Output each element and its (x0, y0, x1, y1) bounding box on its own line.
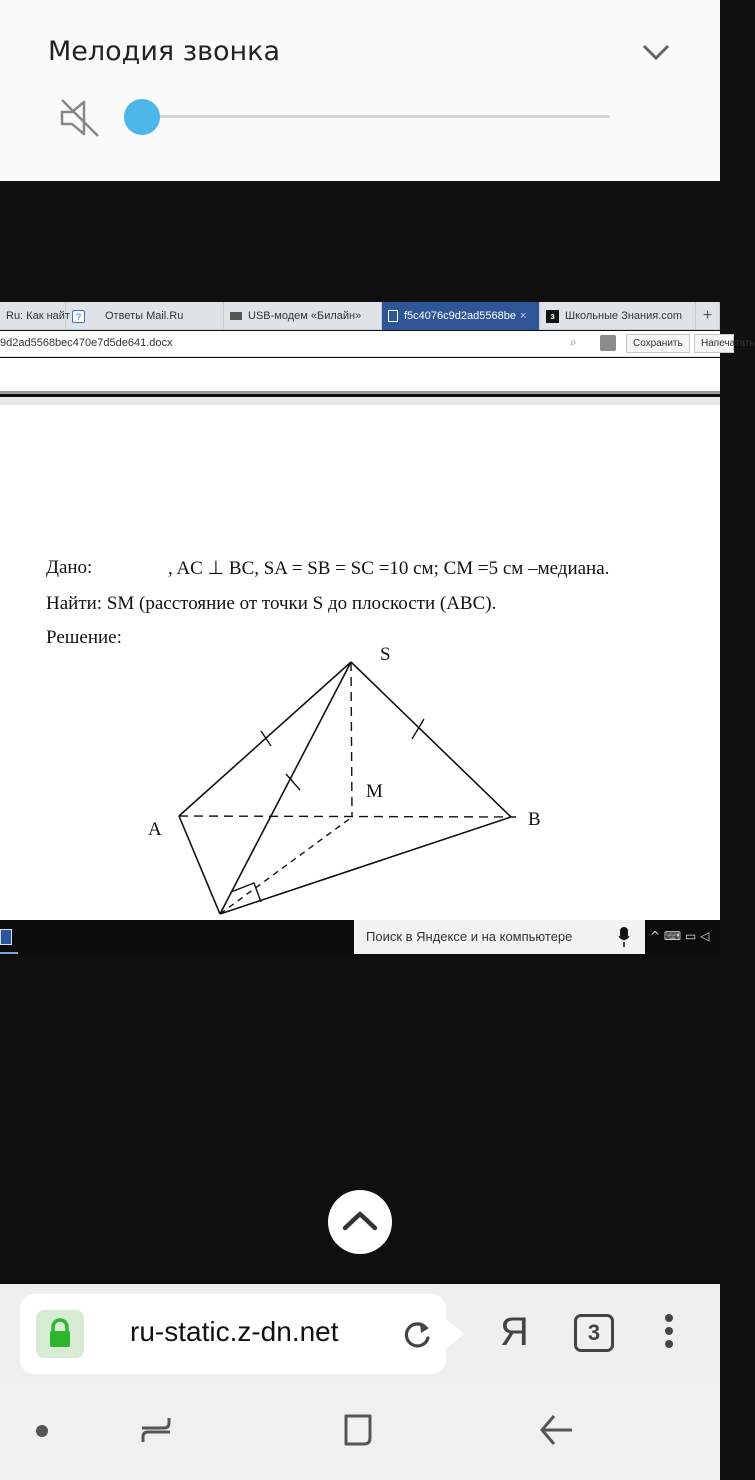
edge-AC (179, 816, 220, 914)
volume-slider-thumb[interactable] (124, 99, 160, 135)
doc-icon (388, 310, 398, 322)
label-A: A (148, 819, 162, 840)
save-button[interactable]: Сохранить (626, 334, 690, 353)
tab-docx[interactable] (382, 302, 540, 330)
znania-icon: з (546, 310, 559, 323)
laptop-icon (230, 312, 242, 320)
dano-text: , AC ⊥ BC, SA = SB = SC =10 см; CM =5 см –медиана. (168, 558, 610, 579)
mobile-browser-bar (0, 1284, 720, 1384)
back-icon[interactable] (536, 1410, 576, 1450)
edge-SA (179, 662, 351, 816)
print-button[interactable]: Напечатать (694, 334, 734, 353)
median-CM-dashed (220, 817, 352, 914)
tab-label: Ru: Как найт (6, 310, 70, 322)
secure-indicator[interactable] (36, 1310, 84, 1358)
page-url[interactable]: ru-static.z-dn.net (130, 1316, 339, 1347)
url-pill[interactable] (20, 1294, 446, 1374)
volume-slider-track[interactable] (142, 115, 610, 118)
mute-icon[interactable] (58, 96, 102, 140)
tab-label: Школьные Знания.com (565, 310, 683, 322)
label-M: M (366, 781, 383, 802)
home-icon[interactable] (338, 1410, 378, 1450)
new-tab-button[interactable]: + (696, 302, 720, 330)
tick-SA (261, 731, 271, 746)
lock-icon (36, 1310, 84, 1358)
windows-taskbar (0, 920, 720, 956)
browser-tab-bar (0, 302, 720, 330)
volume-title: Мелодия звонка (48, 36, 281, 67)
pin-icon[interactable] (600, 335, 616, 351)
viewer-toolbar (0, 358, 720, 394)
tab-label: f5c4076c9d2ad5568be (404, 310, 516, 322)
label-S: S (380, 644, 391, 665)
viewer-gap (0, 397, 720, 405)
scroll-up-button[interactable] (328, 1190, 392, 1254)
tab-usb-modem[interactable] (224, 302, 382, 330)
edge-AB-dashed (179, 816, 516, 817)
close-icon[interactable]: × (519, 310, 527, 322)
tab-label: Ответы Mail.Ru (105, 310, 184, 322)
zoom-icon[interactable]: ⌕ (570, 335, 577, 349)
microphone-icon[interactable] (618, 927, 630, 947)
dano-label: Дано: (46, 557, 93, 578)
pyramid-diagram (130, 640, 560, 920)
document-page (0, 405, 720, 920)
dot-icon[interactable] (36, 1425, 48, 1437)
taskbar-search-text: Поиск в Яндексе и на компьютере (366, 929, 573, 944)
label-B: B (528, 809, 541, 830)
tab-mail[interactable] (0, 302, 70, 330)
volume-panel (0, 0, 720, 181)
reload-icon[interactable] (400, 1318, 434, 1352)
taskbar-search[interactable] (354, 920, 645, 954)
recent-apps-icon[interactable] (136, 1410, 176, 1450)
chevron-up-icon (328, 1190, 392, 1254)
system-tray[interactable]: ^ ⌨ ▭ ◁ (650, 929, 710, 943)
height-SM-dashed (351, 662, 352, 817)
address-bar (0, 331, 755, 357)
black-band-top (0, 181, 720, 302)
address-url[interactable]: 9d2ad5568bec470e7d5de641.docx (0, 337, 173, 349)
tab-znania[interactable] (540, 302, 696, 330)
reshenie-text: Решение: (46, 627, 122, 648)
tab-label: USB-модем «Билайн» (248, 310, 362, 322)
tab-otvety[interactable] (66, 302, 224, 330)
menu-kebab-icon[interactable] (662, 1314, 676, 1354)
word-icon[interactable] (0, 929, 12, 945)
question-icon: ? (72, 310, 85, 323)
chevron-down-icon[interactable] (640, 38, 672, 66)
tabs-count-button[interactable]: 3 (574, 1314, 614, 1352)
yandex-button[interactable]: Я (500, 1310, 529, 1354)
active-app-underline (0, 952, 18, 954)
naiti-text: Найти: SM (расстояние от точки S до плоскости (ABC). (46, 593, 497, 614)
android-nav-bar (0, 1384, 720, 1480)
